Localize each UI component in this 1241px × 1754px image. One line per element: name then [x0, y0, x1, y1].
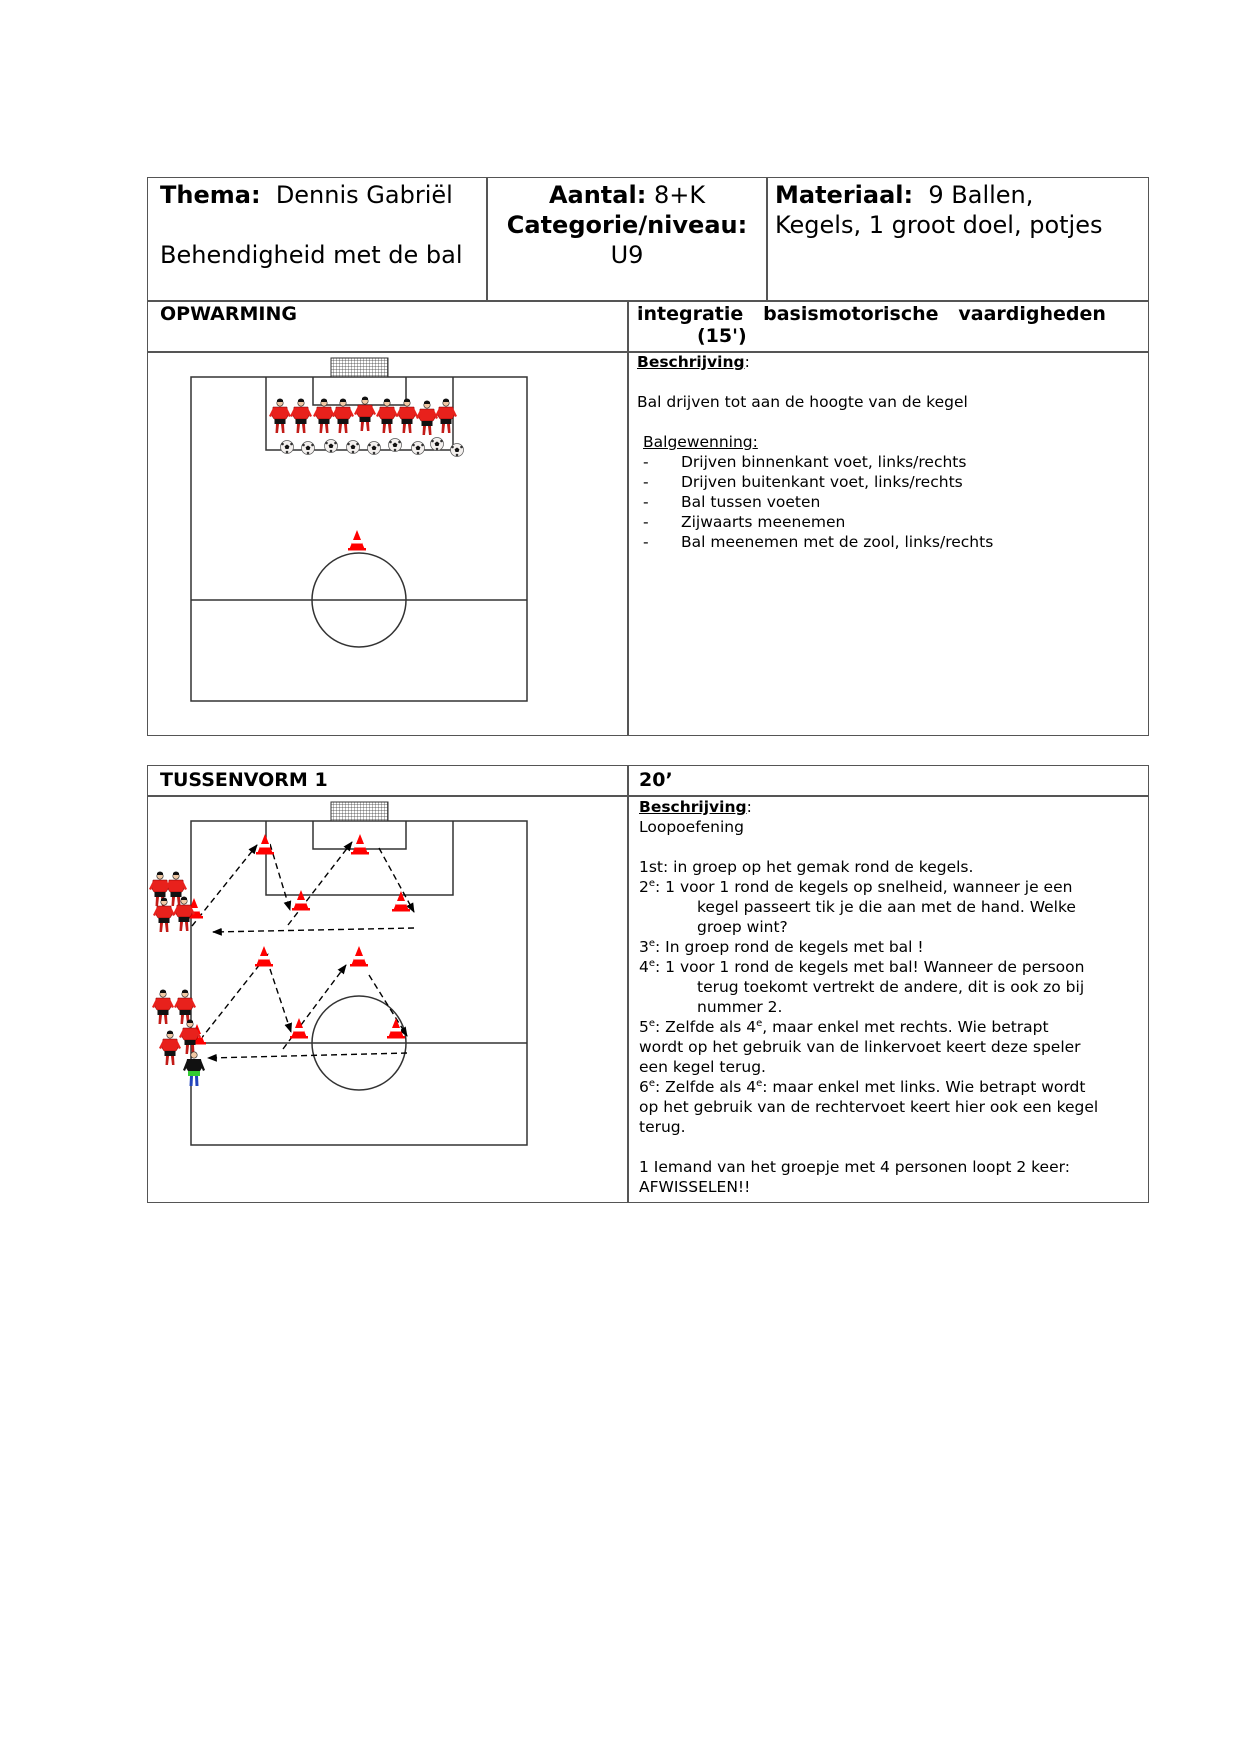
step-3: 3e: In groep rond de kegels met bal !	[639, 937, 924, 956]
step-2: 2e: 1 voor 1 rond de kegels op snelheid, wanneer je een	[639, 877, 1073, 896]
description-tussenvorm: Beschrijving: Loopoefening 1st: in groep op het gemak rond de kegels. 2e: 1 voor 1 rond de kegels op snelheid, wanneer je een kegel passeert tik je die aan met de hand. Welke groep wint? 3e: In groep rond de kegels met bal ! 4e: 1 voor 1 rond de kegels met bal! Wanneer de persoon terug toekomt vertrekt de andere, dit is ook zo bij nummer 2. 5e: Zelfde als 4e, maar enkel met rechts. Wie betrapt wordt op het gebruik van de linkervoet keert deze speler een kegel terug. 6e: Zelfde als 4e: maar enkel met links. Wie betrapt wordt op het gebruik van de rechtervoet keert hier ook een kegel terug. 1 Iemand van het groepje met 4 personen loopt 2 keer: AFWISSELEN!!	[639, 797, 1144, 1197]
list-title: Balgewenning:	[643, 433, 758, 451]
materiaal-cell	[775, 180, 1147, 240]
intro-text: Bal drijven tot aan de hoogte van de kegel	[637, 393, 968, 411]
thema-value: Dennis Gabriël	[275, 181, 453, 209]
list-item: - Bal tussen voeten	[643, 493, 821, 511]
section-title: TUSSENVORM 1	[160, 769, 328, 791]
section-divider-vertical	[627, 765, 629, 1203]
description-label: Beschrijving	[637, 353, 745, 371]
description-opwarming: Beschrijving: Bal drijven tot aan de hoogte van de kegel Balgewenning: - Drijven binnenkant voet, links/rechts - Drijven buitenkant voet, links/rechts - Bal tussen voeten - Zijwaarts meenemen - Bal meenemen met de zool, links/rechts	[637, 352, 1142, 552]
step-4: 4e: 1 voor 1 rond de kegels met bal! Wanneer de persoon	[639, 957, 1085, 976]
step-5: 5e: Zelfde als 4e, maar enkel met rechts. Wie betrapt	[639, 1017, 1049, 1036]
section-divider-vertical	[627, 300, 629, 736]
list-item: - Bal meenemen met de zool, links/rechts	[643, 533, 994, 551]
materiaal-label: Materiaal:	[775, 181, 914, 209]
categorie-label: Categorie/niveau:	[506, 211, 748, 239]
list-item: - Drijven buitenkant voet, links/rechts	[643, 473, 963, 491]
categorie-value: U9	[610, 241, 644, 269]
list-item: - Zijwaarts meenemen	[643, 513, 846, 531]
aantal-cell	[488, 180, 766, 270]
note-emphasis: AFWISSELEN!!	[639, 1178, 751, 1196]
step-6: 6e: Zelfde als 4e: maar enkel met links. Wie betrapt wordt	[639, 1077, 1086, 1096]
section-title: OPWARMING	[160, 303, 297, 325]
materiaal-value-1: 9 Ballen,	[928, 181, 1034, 209]
intro-text: Loopoefening	[639, 818, 744, 836]
header-divider-2	[766, 177, 768, 302]
step-1: 1st: in groep op het gemak rond de kegels.	[639, 858, 974, 876]
list-item: - Drijven binnenkant voet, links/rechts	[643, 453, 967, 471]
subtitle: Behendigheid met de bal	[160, 241, 463, 269]
section-subtitle: integratie basismotorische vaardigheden (15')	[637, 303, 1106, 347]
description-label: Beschrijving	[639, 798, 747, 816]
thema-cell	[160, 180, 485, 270]
aantal-value: 8+K	[653, 181, 706, 209]
note-text: 1 Iemand van het groepje met 4 personen loopt 2 keer:	[639, 1158, 1070, 1176]
aantal-label: Aantal:	[548, 181, 647, 209]
thema-label: Thema:	[160, 181, 261, 209]
section-duration: 20’	[639, 769, 673, 791]
materiaal-value-2: Kegels, 1 groot doel, potjes	[775, 211, 1103, 239]
